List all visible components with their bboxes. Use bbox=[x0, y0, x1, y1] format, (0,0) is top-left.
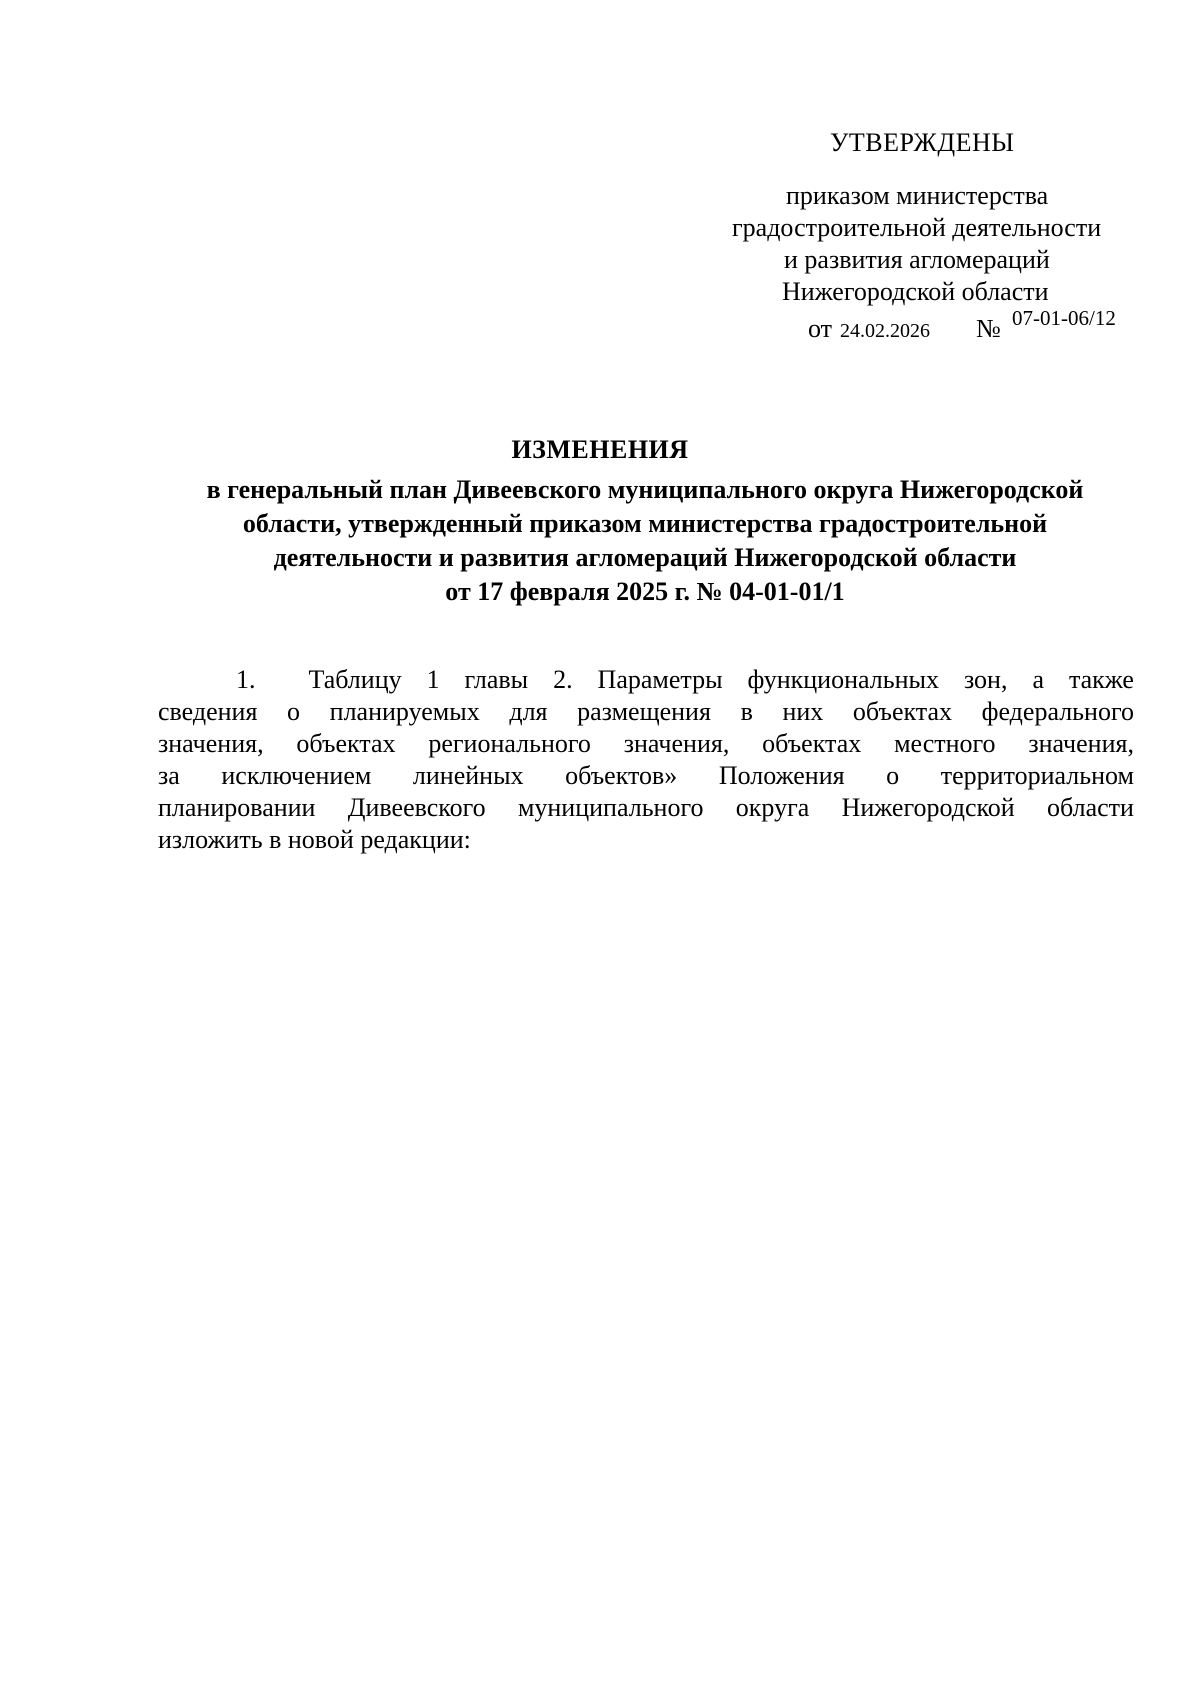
order-date: 24.02.2026 bbox=[840, 320, 930, 342]
approval-line: Нижегородской области bbox=[782, 277, 1049, 306]
paragraph-word: о bbox=[886, 761, 900, 790]
document-subtitle bbox=[150, 473, 1140, 609]
paragraph-word: изложить в новой редакции: bbox=[158, 825, 471, 854]
paragraph-word: 2. bbox=[553, 665, 573, 694]
approval-title: УТВЕРЖДЕНЫ bbox=[830, 128, 1015, 157]
paragraph-word: за bbox=[158, 761, 180, 790]
paragraph-word: значения, bbox=[158, 729, 264, 758]
paragraph-word: Дивеевского bbox=[347, 793, 486, 822]
paragraph-word: Таблицу bbox=[308, 665, 402, 694]
paragraph-word: для bbox=[509, 697, 548, 726]
paragraph-word: местного bbox=[894, 729, 996, 758]
order-reference bbox=[808, 306, 1168, 346]
body-paragraph bbox=[158, 664, 1134, 856]
paragraph-line bbox=[158, 696, 1134, 728]
paragraph-word: территориальном bbox=[940, 761, 1134, 790]
paragraph-word: Параметры bbox=[597, 665, 723, 694]
approval-line: градостроительной деятельности bbox=[732, 213, 1102, 242]
paragraph-word: главы bbox=[464, 665, 529, 694]
paragraph-word: планировании bbox=[158, 793, 316, 822]
paragraph-word: федерального bbox=[981, 697, 1134, 726]
paragraph-word: также bbox=[1068, 665, 1134, 694]
paragraph-line bbox=[158, 728, 1134, 760]
paragraph-word: 1 bbox=[426, 665, 440, 694]
paragraph-word: них bbox=[782, 697, 824, 726]
subtitle-line: от 17 февраля 2025 г. № 04-01-01/1 bbox=[445, 577, 845, 606]
paragraph-word: объектов» bbox=[565, 761, 678, 790]
subtitle-line: в генеральный план Дивеевского муниципального округа Нижегородской bbox=[206, 475, 1084, 504]
paragraph-word: сведения bbox=[158, 697, 258, 726]
paragraph-word: исключением bbox=[221, 761, 372, 790]
paragraph-word: значения, bbox=[1028, 729, 1134, 758]
paragraph-word: муниципального bbox=[517, 793, 704, 822]
paragraph-word: объектах bbox=[296, 729, 396, 758]
subtitle-line: области, утвержденный приказом министерства градостроительной bbox=[242, 509, 1048, 538]
paragraph-word: линейных bbox=[412, 761, 524, 790]
paragraph-word: Положения bbox=[718, 761, 845, 790]
paragraph-word: объектах bbox=[762, 729, 862, 758]
approval-line: приказом министерства bbox=[786, 181, 1049, 210]
order-number-label: № bbox=[976, 314, 1001, 343]
paragraph-word: планируемых bbox=[329, 697, 480, 726]
paragraph-word: объектах bbox=[852, 697, 952, 726]
paragraph-word: области bbox=[1047, 793, 1134, 822]
paragraph-line bbox=[158, 760, 1134, 792]
paragraph-line bbox=[158, 664, 1134, 696]
paragraph-word: о bbox=[287, 697, 301, 726]
paragraph-word: функциональных bbox=[747, 665, 939, 694]
paragraph-word: зон, bbox=[963, 665, 1008, 694]
paragraph-word: округа bbox=[735, 793, 810, 822]
subtitle-line: деятельности и развития агломераций Нижегородской области bbox=[273, 543, 1017, 572]
paragraph-line bbox=[158, 792, 1134, 824]
paragraph-word: размещения bbox=[577, 697, 711, 726]
paragraph-word: а bbox=[1032, 665, 1044, 694]
paragraph-word: Нижегородской bbox=[841, 793, 1015, 822]
document-title: ИЗМЕНЕНИЯ bbox=[511, 435, 689, 464]
paragraph-word: 1. bbox=[236, 665, 256, 694]
paragraph-word: в bbox=[740, 697, 753, 726]
paragraph-word: значения, bbox=[623, 729, 730, 758]
paragraph-word: регионального bbox=[428, 729, 591, 758]
order-date-label: от bbox=[808, 314, 833, 343]
approval-line: и развития агломераций bbox=[784, 245, 1050, 274]
paragraph-line bbox=[158, 824, 1134, 856]
order-number: 07-01-06/12 bbox=[1012, 306, 1116, 330]
